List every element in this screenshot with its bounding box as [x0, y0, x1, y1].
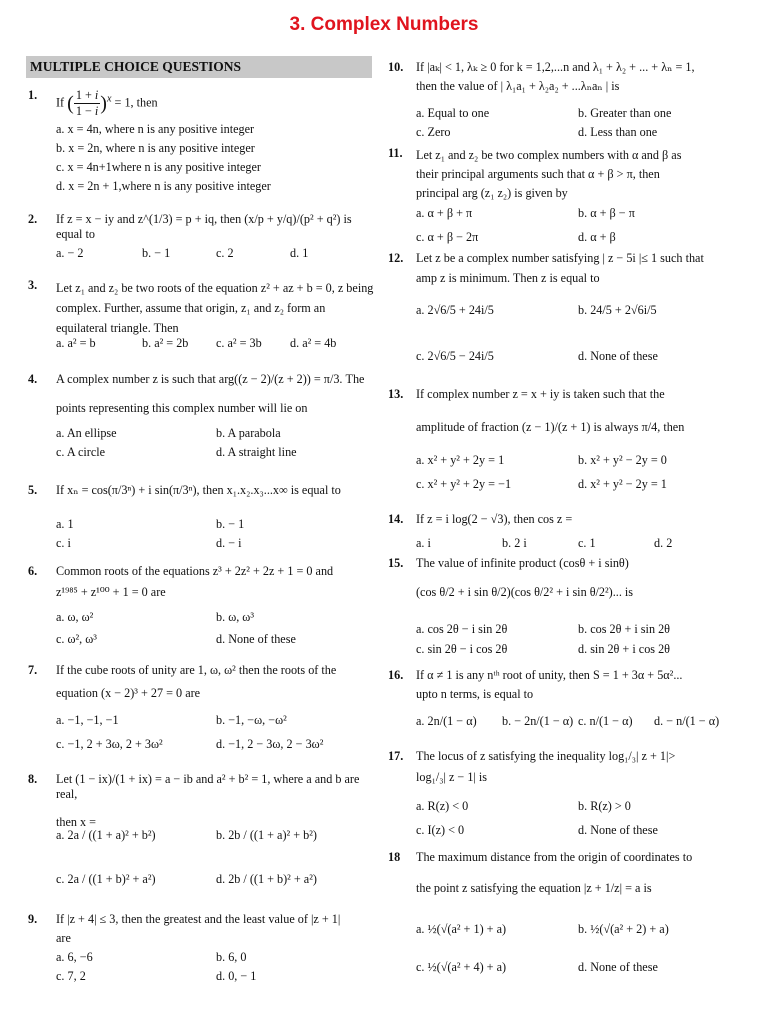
option-a: a. i — [416, 536, 431, 550]
option-a: a. −1, −1, −1 — [56, 713, 119, 727]
option-d: d. 0, − 1 — [216, 969, 257, 983]
question-8: 8. Let (1 − ix)/(1 + ix) = a − ib and a² + b² = 1, where a and b are real, then x = a. 2a / ((1 + a)² + b²) b. 2b / ((1 + a)² + b²) c. 2a / ((1 + b)² + a²) d. 2b / ((1 + b)² + a²) — [26, 772, 374, 830]
option-b: b. A parabola — [216, 426, 281, 440]
question-6: 6. Common roots of the equations z³ + 2z² + 2z + 1 = 0 and z¹⁹⁸⁵ + z¹⁰⁰ + 1 = 0 are a. ω, ω² b. ω, ω³ c. ω², ω³ d. None of these — [26, 564, 374, 601]
option-a: a. 1 — [56, 517, 74, 531]
option-c: c. 2a / ((1 + b)² + a²) — [56, 872, 156, 886]
question-9: 9. If |z + 4| ≤ 3, then the greatest and the least value of |z + 1| are a. 6, −6 b. 6, 0 c. 7, 2 d. 0, − 1 — [26, 912, 374, 947]
option-d: d. −1, 2 − 3ω, 2 − 3ω² — [216, 737, 324, 751]
question-12-stem: Let z be a complex number satisfying | z − 5i |≤ 1 such that — [416, 251, 704, 265]
option-b: b. −1, −ω, −ω² — [216, 713, 287, 727]
option-c: c. Zero — [416, 125, 451, 139]
option-c: c. ½(√(a² + 4) + a) — [416, 960, 507, 974]
option-d: d. α + β — [578, 230, 616, 244]
option-c: c. 2 — [216, 246, 234, 260]
option-b: b. cos 2θ + i sin 2θ — [578, 622, 671, 636]
question-13-stem: If complex number z = x + iy is taken such that the — [416, 387, 665, 401]
option-a: a. α + β + π — [416, 206, 473, 220]
question-10-stem: If |aₖ| < 1, λₖ ≥ 0 for k = 1,2,...n and λ₁ + λ₂ + ... + λₙ = 1, — [416, 60, 695, 74]
option-d: d. None of these — [578, 823, 658, 837]
option-b: b. − 1 — [142, 246, 171, 260]
option-d: d. − i — [216, 536, 242, 550]
question-4: 4. A complex number z is such that arg((z − 2)/(z + 2)) = π/3. The points representing this complex number will lie on a. An ellipse b. A parabola c. A circle d. A straight line — [26, 372, 374, 417]
option-b: b. − 2n/(1 − α) — [502, 714, 574, 728]
question-5: 5. If xₙ = cos(π/3ⁿ) + i sin(π/3ⁿ), then x₁.x₂.x₃...x∞ is equal to a. 1 b. − 1 c. i d. − i — [26, 483, 374, 498]
option-c: c. I(z) < 0 — [416, 823, 465, 837]
section-header: MULTIPLE CHOICE QUESTIONS — [26, 56, 372, 78]
option-d: d. Less than one — [578, 125, 658, 139]
option-b: b. ½(√(a² + 2) + a) — [578, 922, 669, 936]
option-a: a. ½(√(a² + 1) + a) — [416, 922, 507, 936]
option-c: c. a² = 3b — [216, 336, 262, 350]
option-a: a. ω, ω² — [56, 610, 94, 624]
question-16-stem: If α ≠ 1 is any nᵗʰ root of unity, then S = 1 + 3α + 5α²... — [416, 668, 683, 682]
option-c: c. 1 — [578, 536, 596, 550]
option-a: a. R(z) < 0 — [416, 799, 469, 813]
question-3: 3. Let z₁ and z₂ be two roots of the equation z² + az + b = 0, z being complex. Further, assume that origin, z₁ and z₂ form an equilateral triangle. Then a. a² = b b. a² = 2b c. a² = 3b d. a² = 4b — [28, 278, 374, 350]
question-7-stem: If the cube roots of unity are 1, ω, ω² then the roots of the — [56, 663, 337, 677]
question-15-stem: The value of infinite product (cosθ + i sinθ) — [416, 556, 629, 570]
question-16: 16. If α ≠ 1 is any nᵗʰ root of unity, then S = 1 + 3α + 5α²... upto n terms, is equal to a. 2n/(1 − α) b. − 2n/(1 − α) c. n/(1 − α) d. − n/(1 − α) — [386, 668, 742, 703]
question-11-stem: Let z₁ and z₂ be two complex numbers with α and β as — [416, 148, 682, 162]
option-a: a. 2n/(1 − α) — [416, 714, 477, 728]
option-b: b. 2b / ((1 + a)² + b²) — [216, 828, 317, 842]
question-9-stem: If |z + 4| ≤ 3, then the greatest and the least value of |z + 1| — [56, 912, 341, 926]
option-c: c. ω², ω³ — [56, 632, 97, 646]
question-10: 10. If |aₖ| < 1, λₖ ≥ 0 for k = 1,2,...n and λ₁ + λ₂ + ... + λₙ = 1, then the value of | λ₁a₁ + λ₂a₂ + ...λₙaₙ | is a. Equal to one b. Greater than one c. Zero d. Less than one — [386, 60, 742, 95]
question-18-stem: The maximum distance from the origin of coordinates to — [416, 850, 693, 864]
option-b: b. x = 2n, where n is any positive integer — [56, 141, 255, 155]
option-a: a. x² + y² + 2y = 1 — [416, 453, 505, 467]
option-d: d. None of these — [578, 349, 658, 363]
option-b: b. x² + y² − 2y = 0 — [578, 453, 667, 467]
question-15: 15. The value of infinite product (cosθ + i sinθ) (cos θ/2 + i sin θ/2)(cos θ/2² + i sin θ/2²)... is a. cos 2θ − i sin 2θ b. cos 2θ + i sin 2θ c. sin 2θ − i cos 2θ d. sin 2θ + i cos 2θ — [386, 556, 742, 601]
question-8-stem: Let (1 − ix)/(1 + ix) = a − ib and a² + b² = 1, where a and b are real, — [56, 772, 360, 802]
option-c: c. A circle — [56, 445, 106, 459]
option-b: b. R(z) > 0 — [578, 799, 631, 813]
option-d: d. x = 2n + 1,where n is any positive integer — [56, 179, 271, 193]
option-b: b. − 1 — [216, 517, 245, 531]
option-a: a. cos 2θ − i sin 2θ — [416, 622, 508, 636]
option-c: c. 7, 2 — [56, 969, 86, 983]
option-a: a. a² = b — [56, 336, 96, 350]
option-a: a. An ellipse — [56, 426, 117, 440]
question-6-stem: Common roots of the equations z³ + 2z² + 2z + 1 = 0 and — [56, 564, 334, 578]
question-2: 2. If z = x − iy and z^(1/3) = p + iq, then (x/p + y/q)/(p² + q²) is equal to a. − 2 b. − 1 c. 2 d. 1 — [26, 212, 374, 243]
option-a: a. Equal to one — [416, 106, 490, 120]
option-d: d. A straight line — [216, 445, 297, 459]
option-c: c. sin 2θ − i cos 2θ — [416, 642, 508, 656]
option-b: b. Greater than one — [578, 106, 672, 120]
option-a: a. − 2 — [56, 246, 84, 260]
option-a: a. 6, −6 — [56, 950, 93, 964]
option-a: a. x = 4n, where n is any positive integer — [56, 122, 255, 136]
option-c: c. −1, 2 + 3ω, 2 + 3ω² — [56, 737, 163, 751]
option-c: c. α + β − 2π — [416, 230, 479, 244]
question-14-stem: If z = i log(2 − √3), then cos z = — [416, 512, 573, 526]
option-d: d. x² + y² − 2y = 1 — [578, 477, 667, 491]
question-17: 17. The locus of z satisfying the inequality log₁/₃| z + 1|> log₁/₃| z − 1| is a. R(z) < 0 b. R(z) > 0 c. I(z) < 0 d. None of these — [386, 749, 742, 786]
option-b: b. a² = 2b — [142, 336, 189, 350]
question-3-stem: Let z₁ and z₂ be two roots of the equation z² + az + b = 0, z being complex. Further, assume that origin, z₁ and z₂ form an equilateral triangle. Then — [56, 281, 374, 335]
question-4-stem: A complex number z is such that arg((z − 2)/(z + 2)) = π/3. The — [56, 372, 365, 386]
option-c: c. x = 4n+1where n is any positive integer — [56, 160, 261, 174]
option-c: c. 2√6/5 − 24i/5 — [416, 349, 494, 363]
option-d: d. None of these — [578, 960, 658, 974]
option-b: b. ω, ω³ — [216, 610, 254, 624]
option-b: b. α + β − π — [578, 206, 635, 220]
option-c: c. x² + y² + 2y = −1 — [416, 477, 512, 491]
option-a: a. 2√6/5 + 24i/5 — [416, 303, 494, 317]
option-b: b. 6, 0 — [216, 950, 247, 964]
option-c: c. n/(1 − α) — [578, 714, 633, 728]
question-1: 1. If ( $\frac{1 + i}{1 - i}$ )$^x$ = 1, then a. x = 4n, where n is any positive integer b. x = 2n, where n is any positive integer c. x = 4n+1where n is any positive integer d. x = 2n + 1,where n is any positive integer — [26, 88, 374, 120]
option-c: c. i — [56, 536, 71, 550]
question-13: 13. If complex number z = x + iy is taken such that the amplitude of fraction (z − 1)/(z + 1) is always π/4, then a. x² + y² + 2y = 1 b. x² + y² − 2y = 0 c. x² + y² + 2y = −1 d. x² + y² − 2y = 1 — [386, 387, 742, 436]
option-d: d. 1 — [290, 246, 309, 260]
question-2-stem: If z = x − iy and z^(1/3) = p + iq, then (x/p + y/q)/(p² + q²) is equal to — [56, 212, 352, 242]
question-1-stem: If ( $\frac{1 + i}{1 - i}$ )$^x$ = 1, then — [56, 88, 158, 119]
question-17-stem: The locus of z satisfying the inequality log₁/₃| z + 1|> — [416, 749, 676, 763]
question-7: 7. If the cube roots of unity are 1, ω, ω² then the roots of the equation (x − 2)³ + 27 = 0 are a. −1, −1, −1 b. −1, −ω, −ω² c. −1, 2 + 3ω, 2 + 3ω² d. −1, 2 − 3ω, 2 − 3ω² — [26, 663, 374, 702]
question-18: 18 The maximum distance from the origin of coordinates to the point z satisfying the equation |z + 1/z| = a is a. ½(√(a² + 1) + a) b. ½(√(a² + 2) + a) c. ½(√(a² + 4) + a) d. None of these — [386, 850, 742, 897]
page-title: 3. Complex Numbers — [289, 14, 479, 35]
option-d: d. None of these — [216, 632, 296, 646]
option-d: d. − n/(1 − α) — [654, 714, 720, 728]
question-11: 11. Let z₁ and z₂ be two complex numbers with α and β as their principal arguments such that α + β > π, then principal arg (z₁ z₂) is given by a. α + β + π b. α + β − π c. α + β − 2π d. α + β — [386, 146, 742, 203]
question-12: 12. Let z be a complex number satisfying | z − 5i |≤ 1 such that amp z is minimum. Then z is equal to a. 2√6/5 + 24i/5 b. 24/5 + 2√6i/5 c. 2√6/5 − 24i/5 d. None of these — [386, 251, 742, 287]
option-b: b. 2 i — [502, 536, 527, 550]
option-d: d. a² = 4b — [290, 336, 337, 350]
option-d: d. sin 2θ + i cos 2θ — [578, 642, 671, 656]
question-5-stem: If xₙ = cos(π/3ⁿ) + i sin(π/3ⁿ), then x₁.x₂.x₃...x∞ is equal to — [56, 483, 341, 497]
option-d: d. 2 — [654, 536, 673, 550]
option-b: b. 24/5 + 2√6i/5 — [578, 303, 657, 317]
option-a: a. 2a / ((1 + a)² + b²) — [56, 828, 156, 842]
option-d: d. 2b / ((1 + b)² + a²) — [216, 872, 317, 886]
question-14: 14. If z = i log(2 − √3), then cos z = a. i b. 2 i c. 1 d. 2 — [386, 512, 742, 527]
